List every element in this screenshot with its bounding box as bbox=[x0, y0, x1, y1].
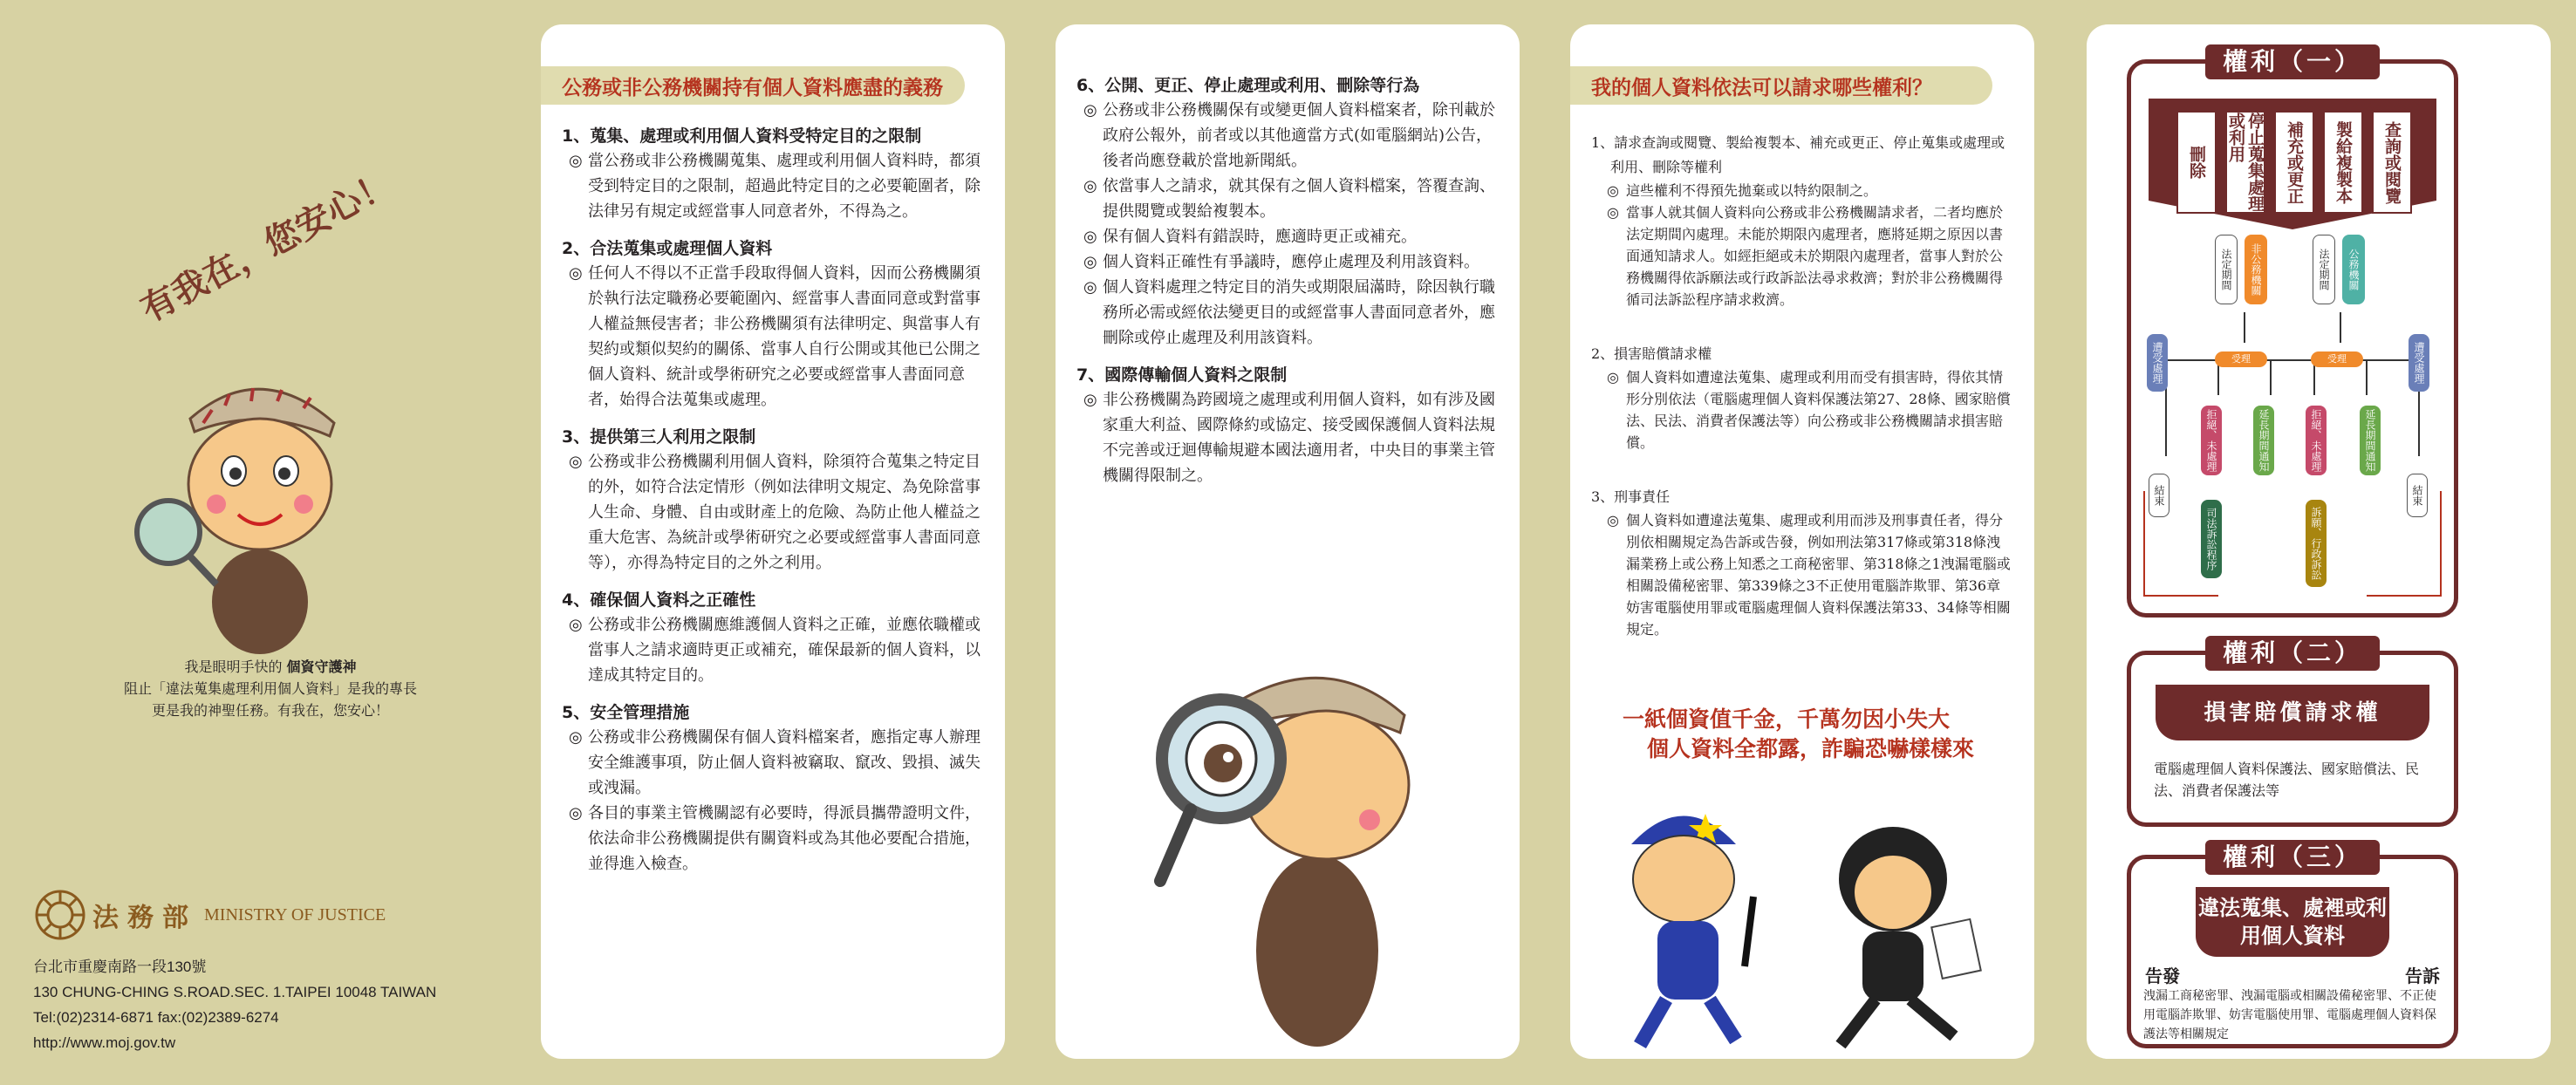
item-text: 個人資料如遭違法蒐集、處理或利用而涉及刑事責任者，得分別依相關規定為告訴或告發，例如刑法第317條或第318條洩漏業務上或公務上知悉之工商秘密罪、第318條之1洩漏電腦或相關設備秘密罪、第339條之3不正使用電腦詐欺罪、第36章妨害電腦使用罪或電腦處理個人資料保護法第33、34條等相關規定。 bbox=[1626, 512, 2011, 638]
flow-end-left: 結束 bbox=[2149, 474, 2169, 517]
flow-non-public: 非公務機關 bbox=[2245, 235, 2267, 304]
item-text: 任何人不得以不正當手段取得個人資料，因而公務機關須於執行法定職務必要範圍內、經當事人書面同意或對當事人權益無侵害者；非公務機關須有法律明定、與當事人有契約或類似契約的關係、當事人自行公開或其他已公開之個人資料、統計或學術研究之必要或經當事人書面同意者，始得合法蒐集或處理。 bbox=[588, 264, 981, 409]
item-text: 各目的事業主管機關認有必要時，得派員攜帶證明文件，依法命非公務機關提供有關資料或為其他必要配合措施，並得進入檢查。 bbox=[588, 804, 981, 873]
bullet-icon: ◎ bbox=[569, 264, 583, 283]
address-en: 130 CHUNG-CHING S.ROAD.SEC. 1.TAIPEI 10048 TAIWAN bbox=[33, 984, 437, 1000]
obligations-title: 公務或非公務機關持有個人資料應盡的義務 bbox=[562, 76, 943, 99]
item-text: 公務或非公務機關利用個人資料，除須符合蒐集之特定目的外，如符合法定情形（例如法律明文規定、為免除當事人生命、身體、自由或財產上的危險、為防止他人權益之重大危害、為統計或學術研究之必要或經當事人書面同意等），亦得為特定目的之外之利用。 bbox=[588, 453, 981, 572]
flow-judicial: 司法訴訟程序 bbox=[2201, 500, 2222, 578]
section-item bbox=[1076, 387, 1499, 488]
bullet-icon: ◎ bbox=[1083, 278, 1097, 297]
rights-panel bbox=[1570, 24, 2034, 1059]
section-item bbox=[1076, 224, 1499, 249]
flow-legal-period-right: 法定期間 bbox=[2313, 235, 2335, 304]
right2-desc: 電腦處理個人資料保護法、國家賠償法、民法、消費者保護法等 bbox=[2154, 761, 2420, 799]
right1-box bbox=[2127, 47, 2458, 618]
right1-col-copy: 製給複製本 bbox=[2323, 111, 2363, 214]
item-text: 個人資料如遭違法蒐集、處理或利用而受有損害時，得依其情形分別依法（電腦處理個人資料保護法第27、28條、國家賠償法、民法、消費者保護法等）向公務或非公務機關請求損害賠償。 bbox=[1626, 369, 2011, 451]
ministry-name: 法務部 bbox=[92, 903, 197, 933]
section-heading: 3、提供第三人利用之限制 bbox=[562, 427, 756, 447]
section-item bbox=[1076, 174, 1499, 224]
bullet-icon: ◎ bbox=[1083, 391, 1097, 409]
section-item bbox=[562, 449, 984, 576]
right2-box bbox=[2127, 638, 2458, 827]
item-text: 公務或非公務機關保有個人資料檔案者，應指定專人辦理安全維護事項，防止個人資料被竊取、竄改、毀損、滅失或洩漏。 bbox=[588, 728, 981, 797]
flow-accept-left: 受理 bbox=[2215, 351, 2267, 367]
section-item bbox=[562, 261, 984, 413]
obligations-panel bbox=[541, 24, 1005, 1059]
section-item bbox=[1076, 275, 1499, 351]
flow-end-right: 結束 bbox=[2407, 474, 2428, 517]
section-heading: 5、安全管理措施 bbox=[562, 703, 690, 722]
right3-head: 違法蒐集、處裡或利用個人資料 bbox=[2196, 887, 2389, 957]
address-zh: 台北市重慶南路一段130號 bbox=[33, 959, 207, 975]
flow-appeal-right: 遭受處理 bbox=[2409, 334, 2429, 392]
section-item bbox=[562, 725, 984, 801]
section-item bbox=[562, 148, 984, 224]
item-text: 公務或非公務機關應維護個人資料之正確，並應依職權或當事人之請求適時更正或補充，確保最新的個人資料，以達成其特定目的。 bbox=[588, 616, 981, 685]
bullet-icon: ◎ bbox=[569, 728, 583, 747]
section-heading: 2、合法蒐集或處理個人資料 bbox=[562, 239, 773, 258]
section-heading: 6、公開、更正、停止處理或利用、刪除等行為 bbox=[1076, 76, 1420, 95]
website-link[interactable]: http://www.moj.gov.tw bbox=[33, 1034, 176, 1051]
bullet-icon: ◎ bbox=[1607, 204, 1619, 221]
rights-title-bar bbox=[1570, 66, 1992, 105]
detective-mascot-illustration bbox=[129, 340, 391, 654]
bullet-icon: ◎ bbox=[1607, 182, 1619, 199]
bullet-icon: ◎ bbox=[1083, 101, 1097, 119]
bullet-icon: ◎ bbox=[569, 152, 583, 170]
right1-col-query: 查詢或閱覽 bbox=[2372, 111, 2412, 214]
section-heading: 4、確保個人資料之正確性 bbox=[562, 590, 756, 610]
bullet-icon: ◎ bbox=[1083, 228, 1097, 246]
ministry-logo bbox=[33, 888, 386, 942]
section-heading: 1、蒐集、處理或利用個人資料受特定目的之限制 bbox=[562, 126, 922, 146]
section-item bbox=[1591, 509, 2013, 640]
obligations-title-bar bbox=[541, 66, 965, 105]
flow-admin: 訴願、行政訴訟 bbox=[2306, 500, 2327, 587]
section-item bbox=[1591, 201, 2013, 310]
section-item bbox=[562, 801, 984, 877]
section-heading: 1、請求查詢或閱覽、製給複製本、補充或更正、停止蒐集或處理或利用、刪除等權利 bbox=[1591, 134, 2005, 175]
bullet-icon: ◎ bbox=[1083, 253, 1097, 271]
rights-diagram-panel bbox=[2087, 24, 2551, 1059]
right3-box bbox=[2127, 843, 2458, 1048]
section-item bbox=[1076, 98, 1499, 174]
cover-description: 我是眼明手快的 個資守護神 阻止「違法蒐集處理利用個人資料」是我的專長 更是我的神聖任務。有我在，您安心！ bbox=[123, 659, 417, 719]
section-heading: 3、刑事責任 bbox=[1591, 488, 1671, 505]
section-item bbox=[1591, 366, 2013, 454]
rights-list bbox=[1591, 131, 2013, 640]
rights-title: 我的個人資料依法可以請求哪些權利？ bbox=[1591, 76, 1932, 99]
right1-col-correct: 補充或更正 bbox=[2274, 111, 2314, 214]
item-text: 保有個人資料有錯誤時，應適時更正或補充。 bbox=[1103, 228, 1417, 246]
bullet-icon: ◎ bbox=[1083, 177, 1097, 195]
item-text: 這些權利不得預先拋棄或以特約限制之。 bbox=[1626, 182, 1878, 199]
right3-left-label: 告發 bbox=[2145, 966, 2180, 986]
ministry-name-en: MINISTRY OF JUSTICE bbox=[204, 904, 386, 925]
obligations-list bbox=[562, 112, 984, 877]
section-item bbox=[1076, 249, 1499, 275]
obligations-continued-list bbox=[1076, 61, 1499, 488]
item-text: 依當事人之請求，就其保有之個人資料檔案，答覆查詢、提供閱覽或製給複製本。 bbox=[1103, 177, 1495, 221]
flow-extend-left: 延長期間通知 bbox=[2253, 406, 2274, 475]
item-text: 個人資料處理之特定目的消失或期限屆滿時，除因執行職務所必需或經依法變更目的或經當事人書面同意者外，應刪除或停止處理及利用該資料。 bbox=[1103, 278, 1495, 347]
item-text: 公務或非公務機關保有或變更個人資料檔案者，除刊載於政府公報外，前者或以其他適當方式(如電腦網站)公告，後者尚應登載於當地新聞紙。 bbox=[1103, 101, 1495, 170]
flow-appeal-left: 遭受處理 bbox=[2147, 334, 2168, 392]
police-chase-illustration bbox=[1605, 792, 2006, 1054]
flow-legal-period-left: 法定期間 bbox=[2215, 235, 2238, 304]
item-text: 當事人就其個人資料向公務或非公務機關請求者，二者均應於法定期間內處理。未能於期限內處理者，應將延期之原因以書面通知請求人。如經拒絕或未於期限內處理者，當事人對於公務機關得依訴願法或行政訴訟法尋求救濟；對於非公務機關得循司法訴訟程序請求救濟。 bbox=[1626, 204, 2004, 308]
right1-flow-arrows bbox=[2131, 229, 2454, 613]
warning-slogan: 一紙個資值千金，千萬勿因小失大 個人資料全都露，詐騙恐嚇樣樣來 bbox=[1623, 706, 1975, 761]
bullet-icon: ◎ bbox=[569, 616, 583, 634]
ministry-seal-icon bbox=[33, 888, 87, 942]
flow-public: 公務機關 bbox=[2342, 235, 2365, 304]
right3-tag: 權利（三） bbox=[2205, 840, 2380, 875]
section-heading: 2、損害賠償請求權 bbox=[1591, 345, 1712, 362]
cover-slogan: 有我在，您安心！ bbox=[134, 163, 400, 331]
bullet-icon: ◎ bbox=[1607, 512, 1619, 529]
right1-tag: 權利（一） bbox=[2205, 44, 2380, 79]
section-heading: 7、國際傳輸個人資料之限制 bbox=[1076, 365, 1288, 385]
flow-reject-right: 拒絕、未處理 bbox=[2306, 406, 2327, 475]
right3-desc: 洩漏工商秘密罪、洩漏電腦或相關設備秘密罪、不正使用電腦詐欺罪、妨害電腦使用罪、電腦處理個人資料保護法等相關規定 bbox=[2143, 989, 2436, 1041]
flow-accept-right: 受理 bbox=[2311, 351, 2363, 367]
flow-reject-left: 拒絕、未處理 bbox=[2201, 406, 2222, 475]
section-item bbox=[562, 612, 984, 688]
magnifier-detective-illustration bbox=[1143, 654, 1422, 1047]
item-text: 當公務或非公務機關蒐集、處理或利用個人資料時，都須受到特定目的之限制，超過此特定目的之必要範圍者，除法律另有規定或經當事人同意者外，不得為之。 bbox=[588, 152, 981, 221]
flow-extend-right: 延長期間通知 bbox=[2360, 406, 2381, 475]
contact-info bbox=[33, 954, 436, 1055]
item-text: 個人資料正確性有爭議時，應停止處理及利用該資料。 bbox=[1103, 253, 1479, 271]
bullet-icon: ◎ bbox=[569, 453, 583, 471]
right1-col-delete: 刪除 bbox=[2176, 111, 2217, 214]
right2-tag: 權利（二） bbox=[2205, 636, 2380, 671]
tel-fax: Tel:(02)2314-6871 fax:(02)2389-6274 bbox=[33, 1009, 279, 1026]
right3-right-label: 告訴 bbox=[2405, 966, 2440, 986]
section-item bbox=[1591, 180, 2013, 201]
right1-col-stop: 停止蒐集處理或利用 bbox=[2226, 113, 2265, 212]
obligations-continued-panel bbox=[1056, 24, 1520, 1059]
bullet-icon: ◎ bbox=[1607, 369, 1619, 386]
item-text: 非公務機關為跨國境之處理或利用個人資料，如有涉及國家重大利益、國際條約或協定、接受國保護個人資料法規不完善或迂迴傳輸規避本國法適用者，中央目的事業主管機關得限制之。 bbox=[1103, 391, 1495, 485]
right2-head: 損害賠償請求權 bbox=[2156, 685, 2429, 740]
bullet-icon: ◎ bbox=[569, 804, 583, 822]
